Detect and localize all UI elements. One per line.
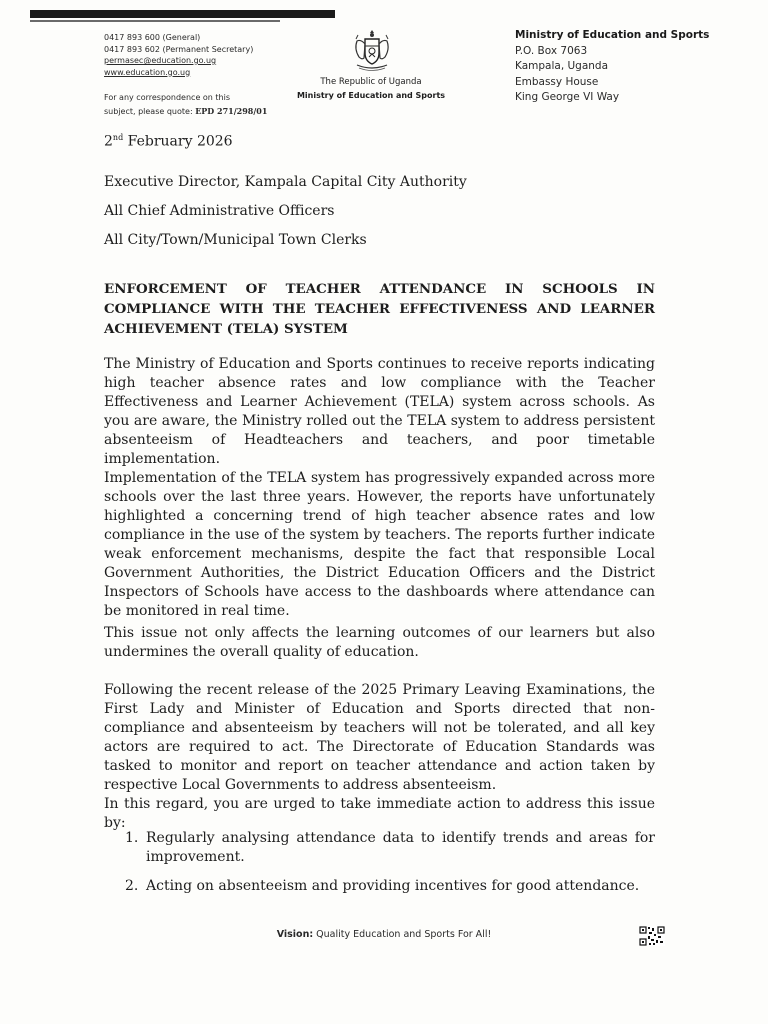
government-title xyxy=(296,75,446,103)
action-item xyxy=(104,877,655,896)
action-list xyxy=(104,829,655,896)
header-rule xyxy=(30,10,335,18)
republic-label: The Republic of Uganda xyxy=(320,77,422,87)
address-street: King George VI Way xyxy=(515,91,620,103)
phone-general: 0417 893 600 (General) xyxy=(104,33,201,42)
body-paragraph: Following the recent release of the 2025 Primary Leaving Examinations, the First Lady and Minister of Education and Sports directed that non-compliance and absenteeism by teachers will not be tolerated, and all key actors are required to act. The Directorate of Education Standards was tasked to monitor and report on teacher attendance and action taken by respective Local Governments to address absenteeism. xyxy=(104,682,655,793)
reference-number: EPD 271/298/01 xyxy=(195,105,268,116)
contact-block xyxy=(104,32,253,78)
header-rule-thin xyxy=(30,20,280,22)
address-city: Kampala, Uganda xyxy=(515,60,609,72)
letter-subject: ENFORCEMENT OF TEACHER ATTENDANCE IN SCHOOLS IN COMPLIANCE WITH THE TEACHER EFFECTIVENESS AND LEARNER ACHIEVEMENT (TELA) SYSTEM xyxy=(104,281,655,337)
recipient-line: All City/Town/Municipal Town Clerks xyxy=(104,232,367,248)
action-number: 2. xyxy=(125,878,139,894)
recipient-line: All Chief Administrative Officers xyxy=(104,203,335,219)
reference-note-line1: For any correspondence on this xyxy=(104,93,231,102)
reference-note-line2: subject, please quote: xyxy=(104,106,193,116)
action-number: 1. xyxy=(125,830,139,846)
action-item xyxy=(104,829,655,867)
coat-of-arms-icon xyxy=(351,27,393,73)
recipient-line: Executive Director, Kampala Capital City Authority xyxy=(104,174,467,190)
action-text: Acting on absenteeism and providing incentives for good attendance. xyxy=(146,878,640,894)
date-day: 2 xyxy=(104,133,113,150)
letter-date xyxy=(104,133,233,150)
address-title: Ministry of Education and Sports xyxy=(515,29,710,41)
body-paragraph: The Ministry of Education and Sports continues to receive reports indicating high teacher absence rates and low compliance with the Teacher Effectiveness and Learner Achievement (TELA) system across schools. As you are aware, the Ministry rolled out the TELA system to address persistent absenteeism of Headteachers and teachers, and poor timetable implementation. xyxy=(104,356,655,467)
action-text: Regularly analysing attendance data to identify trends and areas for improvement. xyxy=(146,830,655,865)
email-link[interactable]: permasec@education.go.ug xyxy=(104,56,217,65)
address-block xyxy=(515,28,709,106)
ministry-label: Ministry of Education and Sports xyxy=(296,91,446,100)
reference-note xyxy=(104,92,267,118)
address-box: P.O. Box 7063 xyxy=(515,44,588,57)
vision-text: Quality Education and Sports For All! xyxy=(313,929,492,940)
date-suffix: nd xyxy=(112,133,124,142)
body-paragraph: In this regard, you are urged to take immediate action to address this issue by: xyxy=(104,796,655,831)
website-link[interactable]: www.education.go.ug xyxy=(104,67,191,77)
qr-code-icon xyxy=(639,926,665,946)
body-paragraph: Implementation of the TELA system has progressively expanded across more schools over the last three years. However, the reports have unfortunately highlighted a concerning trend of high teacher absence rates and low compliance in the use of the system by teachers. The reports further indicate weak enforcement mechanisms, despite the fact that responsible Local Government Authorities, the District Education Officers and the District Inspectors of Schools have access to the dashboards where attendance can be monitored in real time. xyxy=(104,470,655,619)
phone-permanent-secretary: 0417 893 602 (Permanent Secretary) xyxy=(104,44,254,54)
date-rest: February 2026 xyxy=(123,133,233,150)
body-paragraph: This issue not only affects the learning outcomes of our learners but also undermines the overall quality of education. xyxy=(104,625,655,660)
vision-label: Vision: xyxy=(276,929,314,940)
address-building: Embassy House xyxy=(515,75,599,88)
